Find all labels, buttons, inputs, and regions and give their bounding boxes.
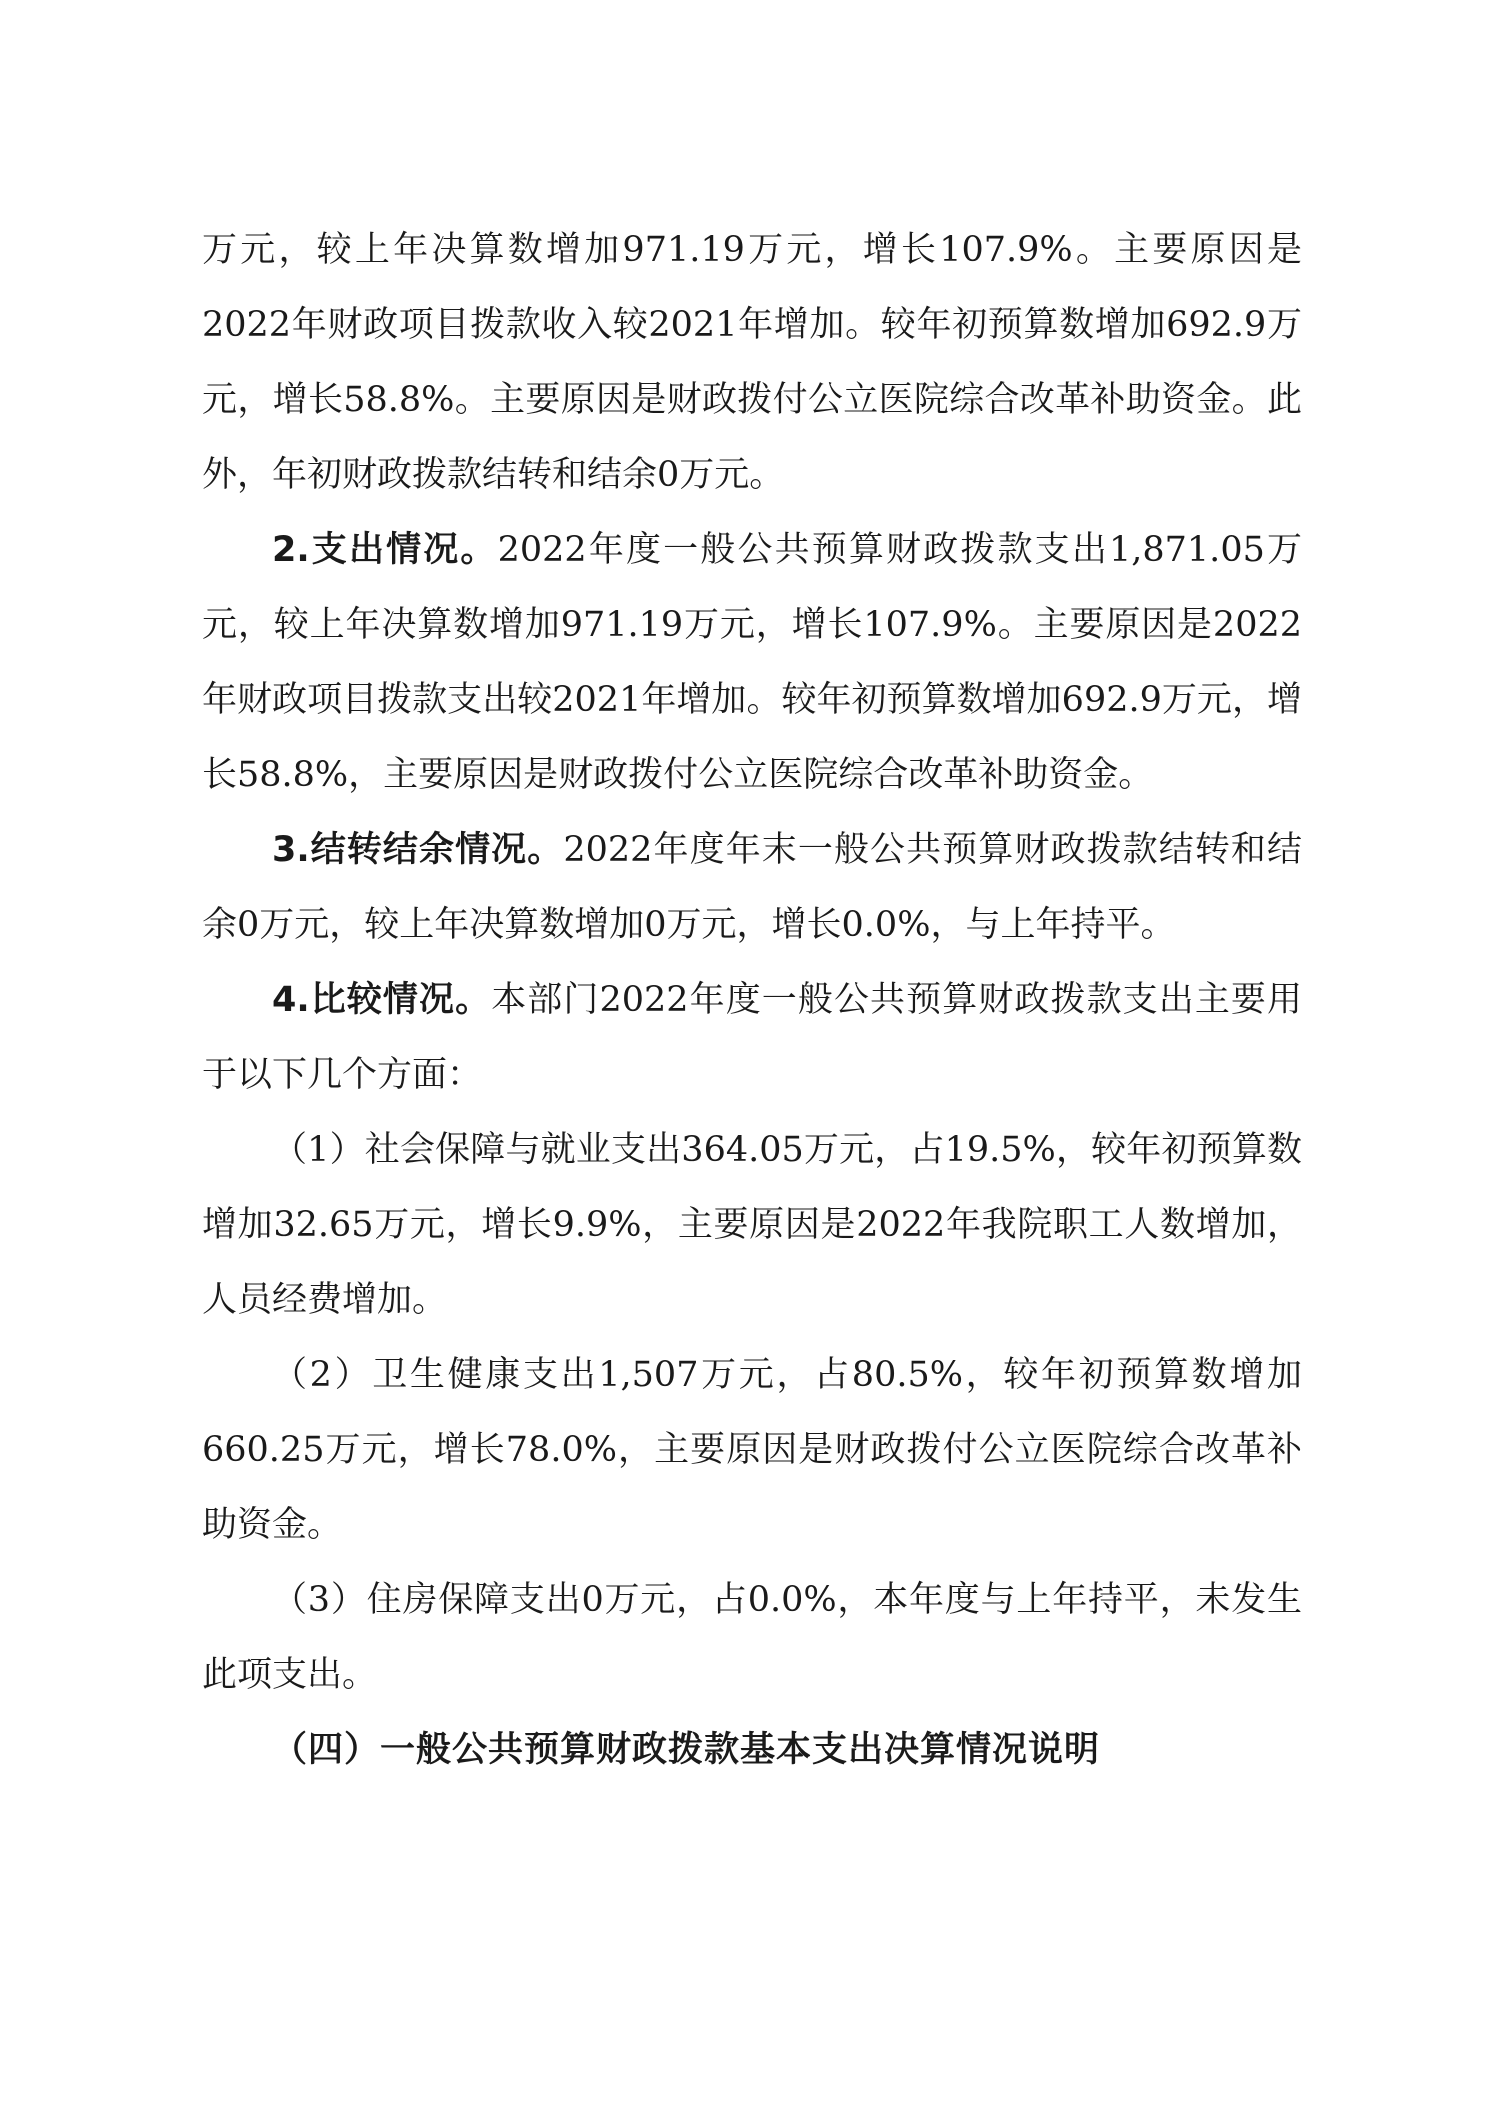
document-body: [202, 213, 1302, 1788]
paragraph-text: 万元，较上年决算数增加971.19万元，增长107.9%。主要原因是2022年财政项目拨款收入较2021年增加。较年初预算数增加692.9万元，增长58.8%。主要原因是财政拨付公立医院综合改革补助资金。此外，年初财政拨款结转和结余0万元。: [202, 230, 1302, 495]
section-heading: （四）一般公共预算财政拨款基本支出决算情况说明: [272, 1730, 1101, 1770]
paragraph-text: （3）住房保障支出0万元，占0.0%，本年度与上年持平，未发生此项支出。: [202, 1580, 1302, 1695]
paragraph-text: （2）卫生健康支出1,507万元，占80.5%，较年初预算数增加660.25万元，增长78.0%，主要原因是财政拨付公立医院综合改革补助资金。: [202, 1355, 1302, 1545]
paragraph-lead: 3.结转结余情况。: [272, 830, 564, 870]
paragraph-health: [202, 1338, 1302, 1563]
paragraph-text: 2022年度一般公共预算财政拨款支出1,871.05万元，较上年决算数增加971.19万元，增长107.9%。主要原因是2022年财政项目拨款支出较2021年增加。较年初预算数增加692.9万元，增长58.8%，主要原因是财政拨付公立医院综合改革补助资金。: [202, 530, 1303, 795]
paragraph-social-security: [202, 1113, 1302, 1338]
paragraph-income-continuation: [202, 213, 1302, 513]
paragraph-text: （1）社会保障与就业支出364.05万元，占19.5%，较年初预算数增加32.65万元，增长9.9%，主要原因是2022年我院职工人数增加，人员经费增加。: [202, 1130, 1302, 1320]
paragraph-lead: 4.比较情况。: [272, 980, 492, 1020]
paragraph-carryover: [202, 813, 1302, 963]
paragraph-comparison: [202, 963, 1302, 1113]
paragraph-housing: [202, 1563, 1302, 1713]
paragraph-text: 2022年度年末一般公共预算财政拨款结转和结余0万元，较上年决算数增加0万元，增长0.0%，与上年持平。: [202, 830, 1303, 945]
paragraph-expenditure: [202, 513, 1302, 813]
paragraph-lead: 2.支出情况。: [272, 530, 498, 570]
paragraph-text: 本部门2022年度一般公共预算财政拨款支出主要用于以下几个方面：: [202, 980, 1303, 1095]
